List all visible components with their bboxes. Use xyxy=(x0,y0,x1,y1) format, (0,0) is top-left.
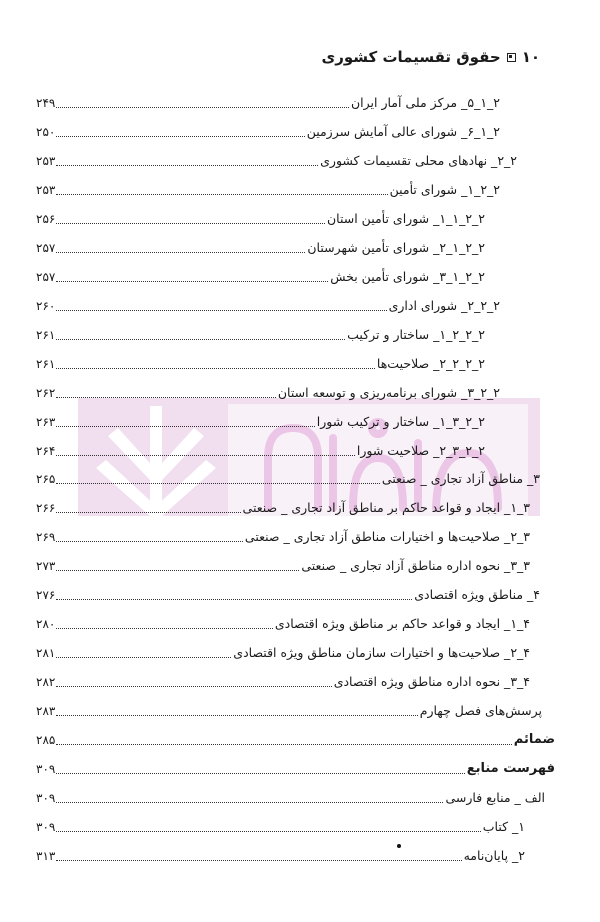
toc-entry-title: ۲_۲_۱_۱_ شورای تأمین استان xyxy=(327,211,485,226)
toc-entry-title: ۲_۱_۵_ مرکز ملی آمار ایران xyxy=(350,95,500,110)
toc-page-number: ۲۶۲ xyxy=(36,386,56,400)
toc-leader-dots xyxy=(56,511,240,513)
toc-entry-title: ۲_۲_۲_ شورای اداری xyxy=(388,298,500,313)
toc-page-number: ۲۸۵ xyxy=(36,733,56,747)
toc-entry-title: ۱_ کتاب xyxy=(482,819,525,834)
toc-page-number: ۲۶۱ xyxy=(36,357,56,371)
toc-entry-title: ۳_۱_ ایجاد و قواعد حاکم بر مناطق آزاد تجاری _ صنعتی xyxy=(242,500,530,515)
toc-entry-title: پرسش‌های فصل چهارم xyxy=(419,703,542,718)
toc-entry-title: ۲_۲_۱_ شورای تأمین xyxy=(389,182,500,197)
toc-leader-dots xyxy=(56,627,273,629)
toc-entry-title: ۲_۲_۲_۱_ ساختار و ترکیب xyxy=(347,327,485,342)
toc-leader-dots xyxy=(56,309,386,311)
toc-entry-title: ۲_۲_۲_۲_ صلاحیت‌ها xyxy=(376,356,485,371)
toc-leader-dots xyxy=(56,714,417,716)
ink-speck xyxy=(397,844,401,848)
toc-entry[interactable] xyxy=(36,239,485,257)
toc-page-number: ۲۵۷ xyxy=(36,241,56,255)
toc-page-number: ۲۵۳ xyxy=(36,154,56,168)
toc-leader-dots xyxy=(56,396,276,398)
toc-leader-dots xyxy=(56,598,412,600)
toc-page-number: ۲۸۱ xyxy=(36,646,56,660)
toc-leader-dots xyxy=(56,859,461,861)
toc-page-number: ۲۶۳ xyxy=(36,415,56,429)
toc-entry[interactable] xyxy=(36,557,530,575)
toc-entry[interactable] xyxy=(36,297,500,315)
toc-entry-title: ۲_ پایان‌نامه xyxy=(463,848,525,863)
toc-entry[interactable] xyxy=(36,673,530,691)
toc-entry[interactable] xyxy=(36,615,530,633)
toc-entry-title: فهرست منابع xyxy=(466,761,555,776)
toc-page-number: ۲۵۷ xyxy=(36,270,56,284)
toc-entry[interactable] xyxy=(36,586,540,604)
toc-entry-title: ۳_۳_ نحوه اداره مناطق آزاد تجاری _ صنعتی xyxy=(301,558,530,573)
toc-leader-dots xyxy=(56,454,355,456)
toc-entry[interactable] xyxy=(36,355,485,373)
page-header xyxy=(321,48,540,66)
toc-page-number: ۳۱۳ xyxy=(36,849,56,863)
toc-leader-dots xyxy=(56,280,328,282)
toc-leader-dots xyxy=(56,367,375,369)
page-number: ۱۰ xyxy=(521,48,540,66)
toc-page-number: ۲۶۵ xyxy=(36,472,56,486)
toc-page-number: ۲۷۶ xyxy=(36,588,56,602)
toc-page-number: ۲۵۰ xyxy=(36,125,56,139)
toc-leader-dots xyxy=(56,338,345,340)
toc-entry-title: ۳_۲_ صلاحیت‌ها و اختیارات مناطق آزاد تجاری _ صنعتی xyxy=(244,529,530,544)
toc-page-number: ۲۴۹ xyxy=(36,96,56,110)
book-title: حقوق تقسیمات کشوری xyxy=(321,48,501,66)
toc-page-number: ۲۸۳ xyxy=(36,704,56,718)
toc-leader-dots xyxy=(56,251,305,253)
toc-leader-dots xyxy=(56,830,480,832)
toc-page-number: ۲۶۴ xyxy=(36,444,56,458)
toc-leader-dots xyxy=(56,222,325,224)
toc-entry[interactable] xyxy=(36,470,540,488)
toc-leader-dots xyxy=(56,106,349,108)
toc-entry[interactable] xyxy=(36,210,485,228)
toc-entry[interactable] xyxy=(36,702,542,720)
toc-page-number: ۲۸۲ xyxy=(36,675,56,689)
toc-entry[interactable] xyxy=(36,442,485,460)
toc-entry[interactable] xyxy=(36,326,485,344)
toc-entry-title: ۴_۱_ ایجاد و قواعد حاکم بر مناطق ویژه اقتصادی xyxy=(274,616,530,631)
toc-entry[interactable] xyxy=(36,384,500,402)
toc-leader-dots xyxy=(56,685,331,687)
toc-entry[interactable] xyxy=(36,152,517,170)
toc-entry-title: ۲_۲_۳_ شورای برنامه‌ریزی و توسعه استان xyxy=(277,385,500,400)
toc-entry-title: ۲_۱_۶_ شورای عالی آمایش سرزمین xyxy=(306,124,500,139)
toc-page-number: ۲۵۶ xyxy=(36,212,56,226)
toc-leader-dots xyxy=(56,743,511,745)
toc-entry-title: ۴_۳_ نحوه اداره مناطق ویژه اقتصادی xyxy=(333,674,530,689)
toc-entry-title: ۲_۲_۱_۳_ شورای تأمین بخش xyxy=(330,269,485,284)
toc-page-number: ۲۷۳ xyxy=(36,559,56,573)
toc-entry-title: ۲_۲_۳_۲_ صلاحیت شورا xyxy=(356,443,485,458)
toc-leader-dots xyxy=(56,164,318,166)
toc-entry[interactable] xyxy=(36,760,555,778)
toc-leader-dots xyxy=(56,772,464,774)
toc-entry[interactable] xyxy=(36,789,545,807)
toc-entry[interactable] xyxy=(36,847,525,865)
square-bullet-icon xyxy=(507,53,516,62)
toc-entry[interactable] xyxy=(36,731,555,749)
toc-page-number: ۳۰۹ xyxy=(36,791,56,805)
toc-entry-title: ۲_۲_۱_۲_ شورای تأمین شهرستان xyxy=(307,240,485,255)
toc-entry[interactable] xyxy=(36,123,500,141)
toc-page-number: ۲۶۱ xyxy=(36,328,56,342)
toc-entry-title: الف _ منابع فارسی xyxy=(445,790,545,805)
toc-page-number: ۲۸۰ xyxy=(36,617,56,631)
toc-page-number: ۳۰۹ xyxy=(36,820,56,834)
toc-leader-dots xyxy=(56,540,243,542)
toc-leader-dots xyxy=(56,425,314,427)
toc-leader-dots xyxy=(56,569,299,571)
toc-entry-title: ۳_ مناطق آزاد تجاری _ صنعتی xyxy=(381,471,540,486)
toc-entry[interactable] xyxy=(36,528,530,546)
toc-leader-dots xyxy=(56,193,387,195)
toc-leader-dots xyxy=(56,482,380,484)
toc-entry-title: ۴_۲_ صلاحیت‌ها و اختیارات سازمان مناطق ویژه اقتصادی xyxy=(233,645,530,660)
toc-entry-title: ۴_ مناطق ویژه اقتصادی xyxy=(414,587,540,602)
toc-entry[interactable] xyxy=(36,499,530,517)
toc-entry[interactable] xyxy=(36,818,525,836)
toc-page-number: ۳۰۹ xyxy=(36,762,56,776)
toc-leader-dots xyxy=(56,135,304,137)
toc-page-number: ۲۵۳ xyxy=(36,183,56,197)
toc-leader-dots xyxy=(56,656,231,658)
toc-entry[interactable] xyxy=(36,268,485,286)
toc-entry[interactable] xyxy=(36,644,530,662)
toc-entry[interactable] xyxy=(36,413,485,431)
toc-leader-dots xyxy=(56,801,443,803)
toc-entry-title: ۲_۲_۳_۱_ ساختار و ترکیب شورا xyxy=(316,414,485,429)
toc-page-number: ۲۶۶ xyxy=(36,501,56,515)
toc-entry-title: ۲_۲_ نهادهای محلی تقسیمات کشوری xyxy=(320,153,517,168)
toc-entry[interactable] xyxy=(36,181,500,199)
toc-page-number: ۲۶۰ xyxy=(36,299,56,313)
toc-entry-title: ضمائم xyxy=(513,732,555,747)
toc-page-number: ۲۶۹ xyxy=(36,530,56,544)
toc-entry[interactable] xyxy=(36,94,500,112)
